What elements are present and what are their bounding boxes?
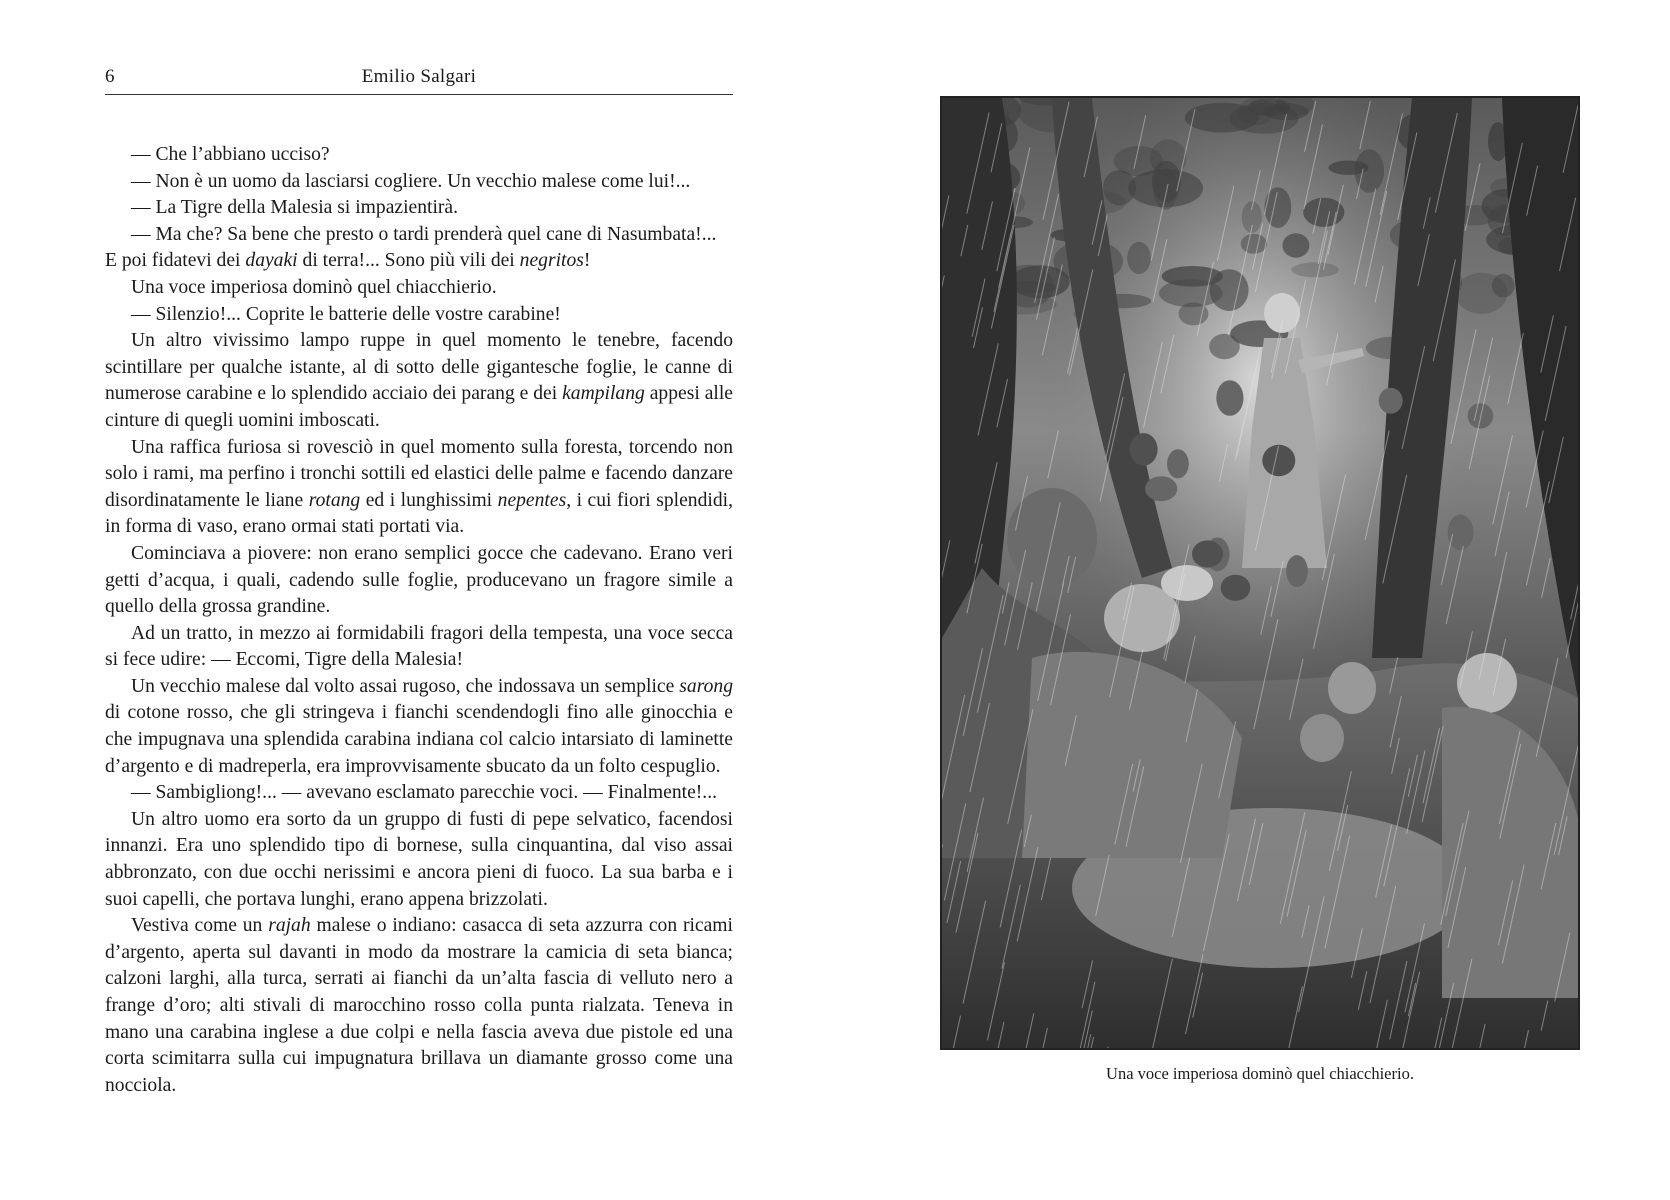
crowd-head	[1448, 515, 1474, 551]
foliage-leaf	[1282, 233, 1309, 257]
paragraph	[105, 435, 733, 541]
paragraph	[105, 807, 733, 913]
engraving-image	[942, 98, 1578, 1048]
crowd-head	[1192, 540, 1223, 567]
foliage-leaf	[1185, 103, 1259, 133]
paragraph	[105, 780, 733, 807]
running-title: Emilio Salgari	[361, 66, 477, 87]
foliage-leaf	[1114, 146, 1163, 176]
italic-term: dayaki	[245, 250, 298, 272]
crowd-head	[1468, 403, 1494, 428]
paragraph	[105, 328, 733, 434]
foliage-leaf	[1127, 242, 1151, 274]
text-run: Un vecchio malese dal volto assai rugoso, che indossava un semplice	[131, 675, 680, 697]
text-run: E poi fidatevi dei	[105, 250, 246, 272]
foliage-leaf	[1303, 198, 1344, 227]
text-run: Ad un tratto, in mezzo ai formidabili fragori della tempesta, una voce secca si fece udire: — Eccomi, Tigre della Malesia!	[105, 622, 733, 671]
text-run: — Silenzio!... Coprite le batterie delle vostre carabine!	[131, 303, 561, 325]
text-run: appesi alle cinture di quegli uomini imboscati.	[105, 383, 733, 431]
paragraph	[105, 621, 733, 674]
foliage-leaf	[1265, 187, 1292, 228]
foliage-leaf	[1241, 234, 1267, 254]
crowd-head	[1145, 476, 1177, 501]
text-run: !	[583, 250, 591, 272]
paragraph	[105, 195, 733, 222]
paragraph	[105, 302, 733, 329]
text-run: — La Tigre della Malesia si impazientirà.	[131, 197, 459, 219]
italic-term: rajah	[268, 915, 311, 937]
body-text	[105, 142, 733, 1099]
foliage-leaf	[1456, 273, 1508, 314]
text-run: di cotone rosso, che gli stringeva i fianchi scendendogli fino alle ginocchia e che impugnava una splendida carabina indiana col calcio intarsiato di laminette d’argento e di madreperla, era improvvisamente sbucato da un folto cespuglio.	[105, 702, 733, 777]
text-run: — Non è un uomo da lasciarsi cogliere. Un vecchio malese come lui!...	[131, 170, 691, 192]
paragraph	[105, 913, 733, 1099]
page-number: 6	[105, 66, 115, 87]
crowd-head	[1262, 445, 1295, 476]
text-run: di terra!... Sono più vili dei	[297, 250, 520, 272]
crowd-head	[1221, 575, 1251, 601]
italic-term: nepentes	[497, 489, 567, 511]
paragraph	[105, 248, 733, 275]
paragraph	[105, 169, 733, 196]
illustration-rainforest-scene	[940, 96, 1580, 1050]
running-head	[105, 60, 733, 95]
text-run: — Che l’abbiano ucciso?	[131, 144, 330, 165]
paragraph	[105, 674, 733, 780]
text-run: , i cui fiori splendidi, in forma di vaso, erano ormai stati portati via.	[105, 489, 733, 538]
paragraph	[105, 275, 733, 302]
text-run: — Ma che? Sa bene che presto o tardi prenderà quel cane di Nasumbata!...	[131, 223, 717, 245]
italic-term: kampilang	[562, 383, 645, 405]
crowd-head	[1286, 555, 1308, 587]
left-page	[105, 60, 733, 1140]
italic-term: negritos	[519, 250, 584, 272]
text-run: — Sambigliong!... — avevano esclamato parecchie voci. — Finalmente!...	[131, 782, 718, 804]
italic-term: sarong	[679, 675, 733, 697]
italic-term: rotang	[308, 489, 361, 511]
crowd-head	[1379, 388, 1403, 414]
paragraph	[105, 541, 733, 621]
text-run: Una raffica furiosa si rovesciò in quel momento sulla foresta, torcendo non solo i rami, ma perfino i tronchi sottili ed elastici delle palme e facendo danzare disordinatamente le liane	[105, 436, 733, 511]
crowd-head	[1167, 449, 1189, 478]
text-run: Cominciava a piovere: non erano semplici gocce che cadevano. Erano veri getti d’acqua, i quali, cadendo sulle foglie, producevano un fragore simile a quello della grossa grandine.	[105, 542, 733, 618]
illustration-caption: Una voce imperiosa dominò quel chiacchierio.	[1106, 1064, 1414, 1083]
right-page	[940, 96, 1580, 1096]
foliage-leaf	[1291, 262, 1339, 277]
text-run: Una voce imperiosa dominò quel chiacchierio.	[131, 276, 497, 298]
text-run: Un altro vivissimo lampo ruppe in quel momento le tenebre, facendo scintillare per qualche istante, al di sotto delle gigantesche foglie, le canne di numerose carabine e lo splendido acciaio dei parang e dei	[105, 330, 733, 405]
text-run: ed i lunghissimi	[360, 489, 498, 511]
paragraph	[105, 142, 733, 169]
crowd-head	[1130, 433, 1158, 466]
paragraph	[105, 222, 733, 249]
text-run: Un altro uomo era sorto da un gruppo di fusti di pepe selvatico, facendosi innanzi. Era uno splendido tipo di bornese, sulla cinquantina, dal viso assai abbronzato, con due occhi nerissimi e ancora pieni di fuoco. La sua barba e i suoi capelli, che portava lunghi, erano appena brizzolati.	[105, 808, 733, 910]
text-run: malese o indiano: casacca di seta azzurra con ricami d’argento, aperta sul davanti in modo da mostrare la camicia di seta bianca; calzoni larghi, alla turca, serrati ai fianchi da un’alta fascia di velluto nero a frange d’oro; alti stivali di marocchino rosso colla punta rialzata. Teneva in mano una carabina inglese a due colpi e nella fascia aveva due pistole ed una corta scimitarra sulla cui impugnatura brillava un diamante grosso come una nocciola.	[105, 915, 733, 1096]
crowd-head	[1216, 380, 1243, 416]
text-run: Vestiva come un	[131, 915, 269, 937]
